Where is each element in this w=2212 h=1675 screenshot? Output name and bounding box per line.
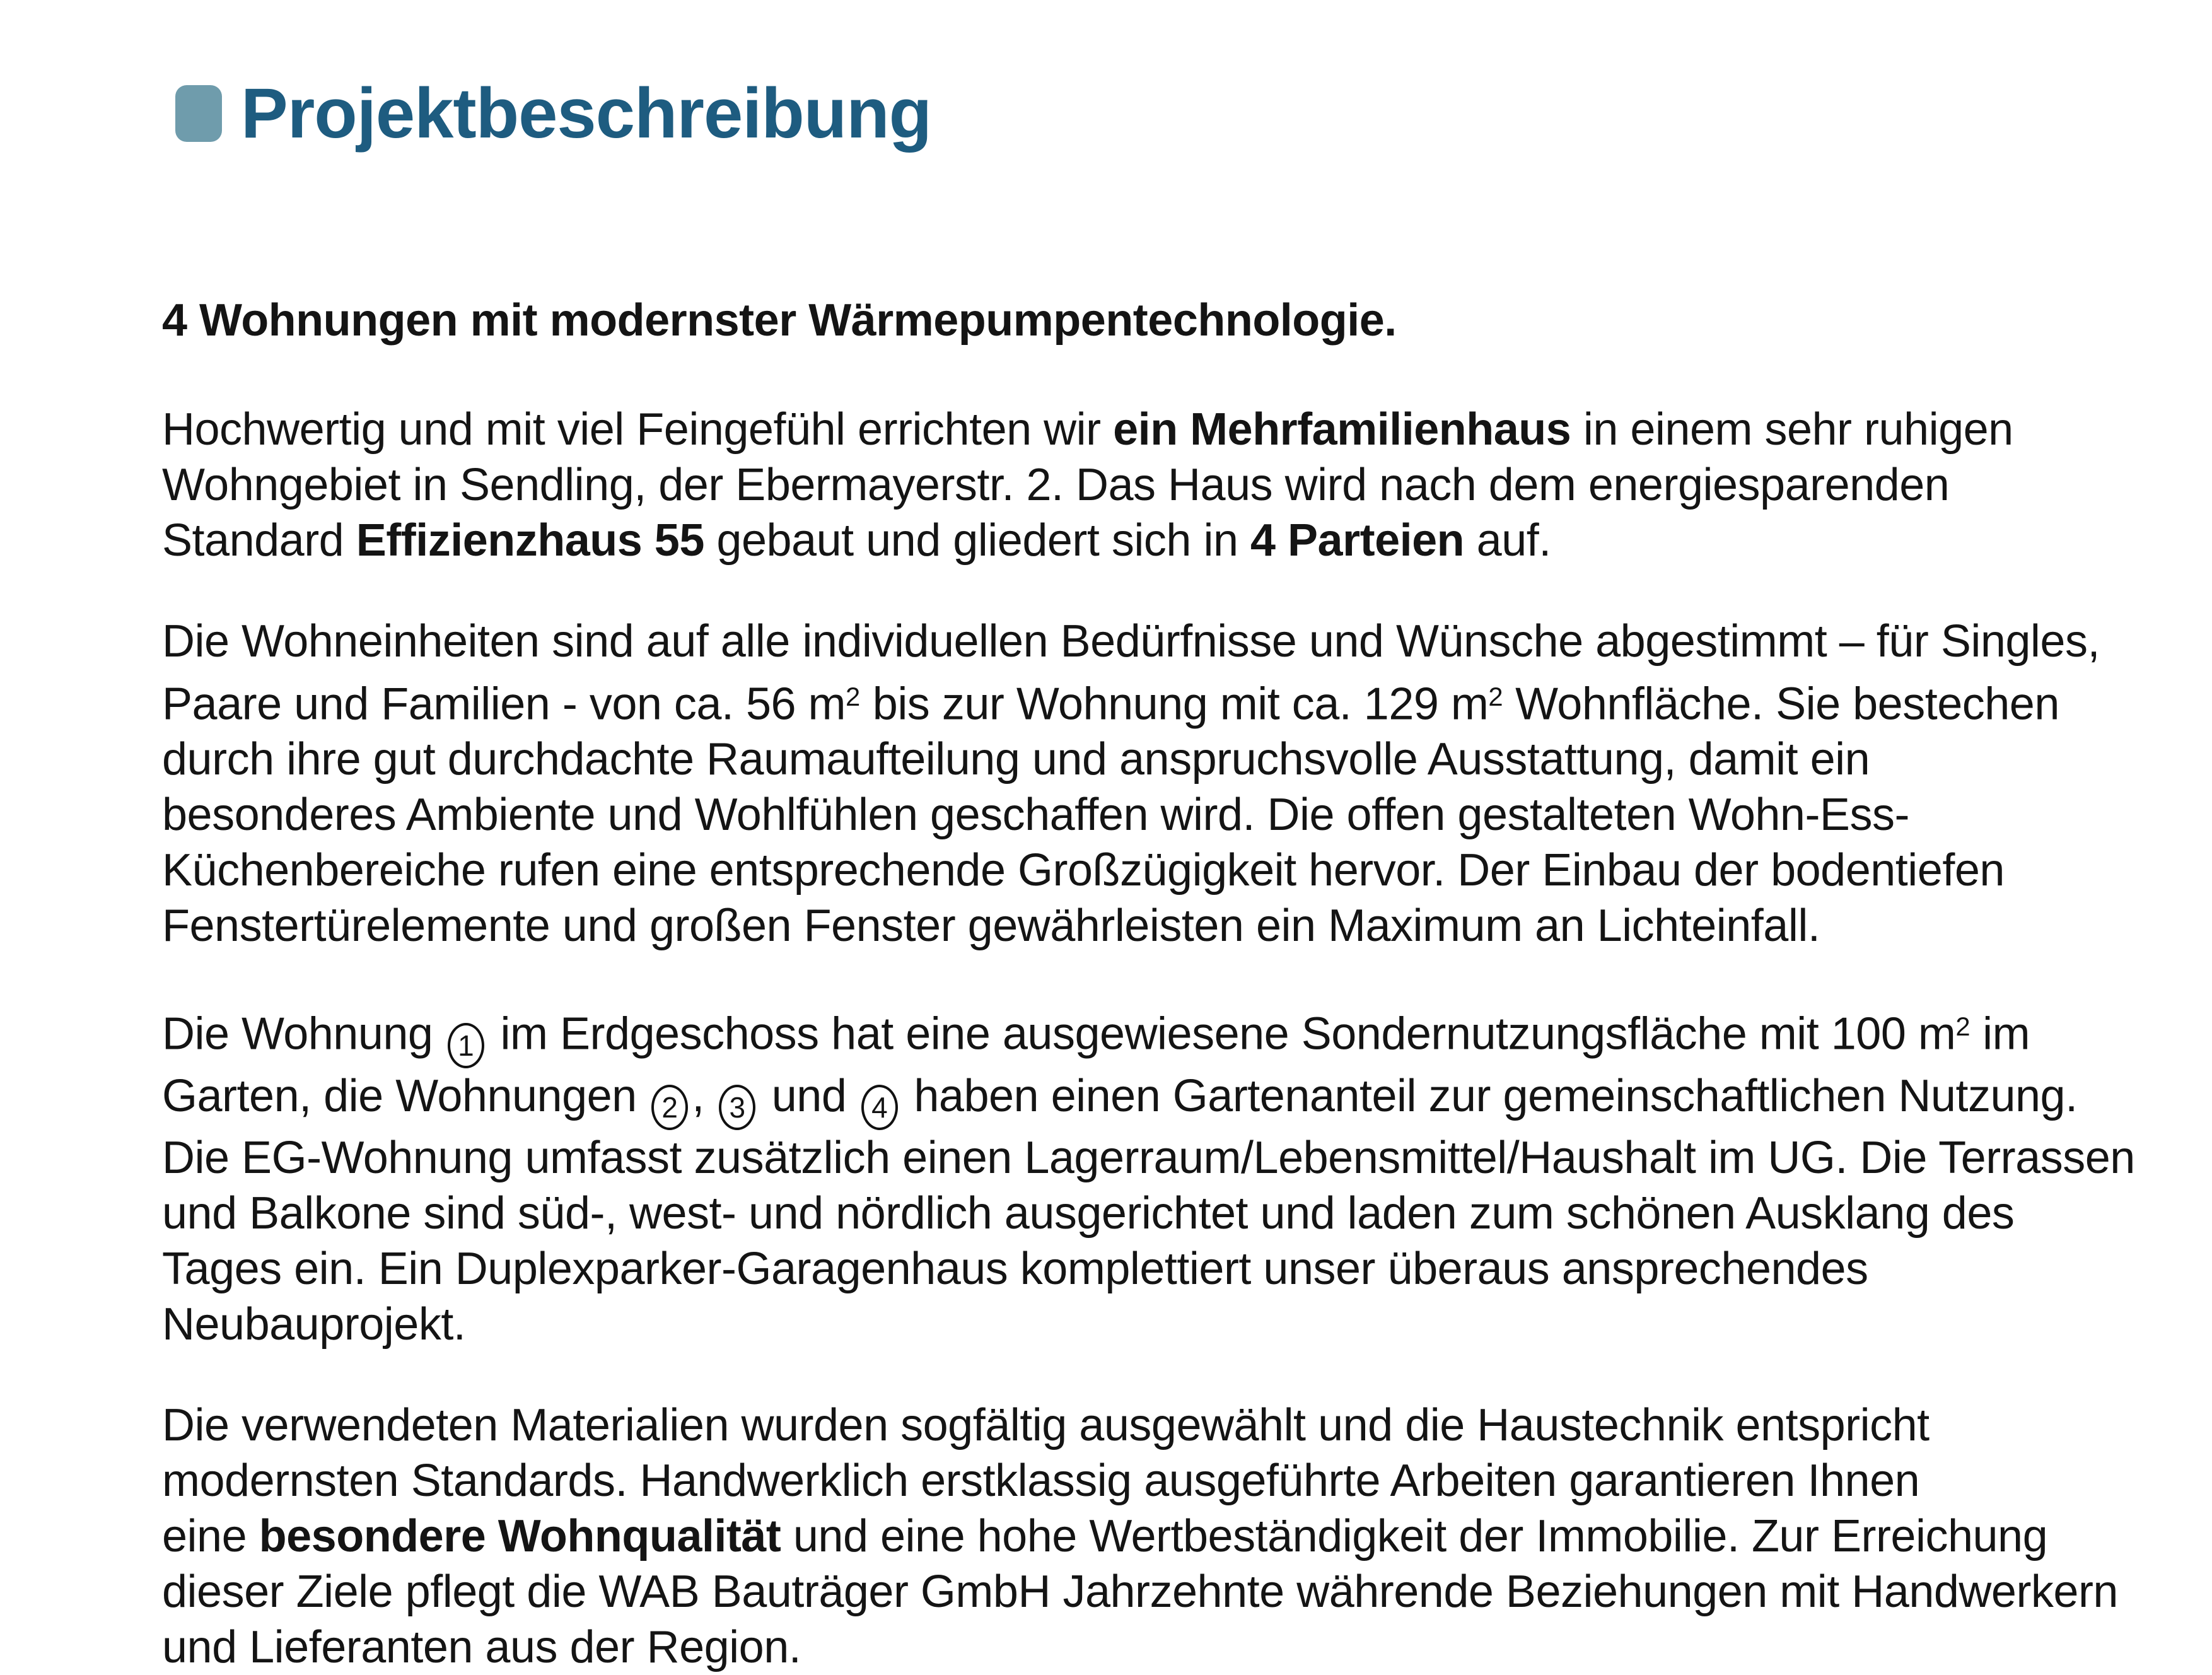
text-line xyxy=(162,513,2180,568)
text-run: im Erdgeschoss hat eine ausgewiesene Sondernutzungsfläche mit 100 m xyxy=(487,1009,1956,1060)
bold-text: 4 Parteien xyxy=(1250,515,1465,566)
text-run: auf. xyxy=(1464,515,1551,566)
text-line xyxy=(162,787,2180,843)
text-run: Die EG-Wohnung umfasst zusätzlich einen Lagerraum/Lebensmittel/Haushalt im UG. Die Terrassen xyxy=(162,1133,2135,1184)
circled-number: 1 xyxy=(448,1023,484,1068)
text-line xyxy=(162,1398,2180,1453)
circled-number: 2 xyxy=(651,1085,688,1130)
text-run: Die verwendeten Materialien wurden sogfältig ausgewählt und die Haustechnik entspricht xyxy=(162,1400,1930,1451)
circled-number: 4 xyxy=(861,1085,898,1130)
bold-text: Effizienzhaus 55 xyxy=(356,515,704,566)
subtitle: 4 Wohnungen mit modernster Wärmepumpentechnologie. xyxy=(162,295,1397,346)
text-run: Tages ein. Ein Duplexparker-Garagenhaus komplettiert unser überaus ansprechendes xyxy=(162,1244,1868,1295)
text-run: Standard xyxy=(162,515,356,566)
text-line xyxy=(162,1130,2180,1186)
text-run: im xyxy=(1970,1009,2030,1060)
text-run: Fenstertürelemente und großen Fenster gewährleisten ein Maximum an Lichteinfall. xyxy=(162,901,1820,952)
paragraph xyxy=(162,1398,2180,1675)
circled-number: 3 xyxy=(719,1085,755,1130)
text-run: haben einen Gartenanteil zur gemeinschaftlichen Nutzung. xyxy=(901,1071,2078,1122)
text-run: modernsten Standards. Handwerklich erstklassig ausgeführte Arbeiten garantieren Ihnen xyxy=(162,1456,1920,1507)
text-line xyxy=(162,1068,2180,1130)
text-run: Die Wohneinheiten sind auf alle individuellen Bedürfnisse und Wünsche abgestimmt – für Singles, xyxy=(162,616,2100,667)
text-line xyxy=(162,1509,2180,1564)
text-run: gebaut und gliedert sich in xyxy=(704,515,1250,566)
text-run: und xyxy=(759,1071,859,1122)
text-run: Paare und Familien - von ca. 56 m xyxy=(162,679,846,730)
text-run: Küchenbereiche rufen eine entsprechende Großzügigkeit hervor. Der Einbau der bodentiefen xyxy=(162,845,2005,896)
page-header xyxy=(175,0,2212,198)
bold-text: ein Mehrfamilienhaus xyxy=(1113,404,1571,455)
text-line xyxy=(162,614,2180,669)
text-line xyxy=(162,1297,2180,1352)
bold-text: besondere Wohnqualität xyxy=(259,1511,781,1562)
text-run: und eine hohe Wertbeständigkeit der Immobilie. Zur Erreichung xyxy=(781,1511,2048,1562)
text-run: dieser Ziele pflegt die WAB Bauträger GmbH Jahrzehnte währende Beziehungen mit Handwerkern xyxy=(162,1567,2118,1618)
superscript: 2 xyxy=(1955,1012,1970,1042)
text-run: Garten, die Wohnungen xyxy=(162,1071,649,1122)
text-line xyxy=(162,1620,2180,1675)
text-run: in einem sehr ruhigen xyxy=(1571,404,2013,455)
text-line xyxy=(162,402,2180,457)
text-run: bis zur Wohnung mit ca. 129 m xyxy=(860,679,1489,730)
text-run: durch ihre gut durchdachte Raumaufteilung und anspruchsvolle Ausstattung, damit ein xyxy=(162,734,1870,785)
text-run: besonderes Ambiente und Wohlfühlen geschaffen wird. Die offen gestalteten Wohn-Ess- xyxy=(162,790,1909,841)
text-run: , xyxy=(692,1071,717,1122)
text-line xyxy=(162,1564,2180,1620)
text-run: Wohnfläche. Sie bestechen xyxy=(1503,679,2059,730)
superscript: 2 xyxy=(846,681,861,711)
text-run: eine xyxy=(162,1511,259,1562)
paragraph xyxy=(162,402,2180,568)
text-line xyxy=(162,1186,2180,1241)
text-run: und Lieferanten aus der Region. xyxy=(162,1622,801,1673)
text-line xyxy=(162,843,2180,898)
text-line xyxy=(162,1453,2180,1509)
page-title: Projektbeschreibung xyxy=(241,74,932,153)
text-line xyxy=(162,457,2180,513)
text-run: Neubauprojekt. xyxy=(162,1299,466,1350)
text-line xyxy=(162,669,2180,732)
page-content xyxy=(162,293,2180,1675)
text-run: Wohngebiet in Sendling, der Ebermayerstr. 2. Das Haus wird nach dem energiesparenden xyxy=(162,459,1950,510)
text-line xyxy=(162,999,2180,1068)
superscript: 2 xyxy=(1488,681,1503,711)
text-run: und Balkone sind süd-, west- und nördlich ausgerichtet und laden zum schönen Ausklang des xyxy=(162,1188,2015,1239)
paragraphs xyxy=(162,402,2180,1675)
paragraph xyxy=(162,999,2180,1352)
paragraph xyxy=(162,614,2180,954)
text-line xyxy=(162,1241,2180,1297)
text-line xyxy=(162,898,2180,954)
text-run: Die Wohnung xyxy=(162,1009,445,1060)
text-run: Hochwertig und mit viel Feingefühl errichten wir xyxy=(162,404,1114,455)
text-line xyxy=(162,732,2180,787)
heading-bullet-icon xyxy=(175,85,222,142)
